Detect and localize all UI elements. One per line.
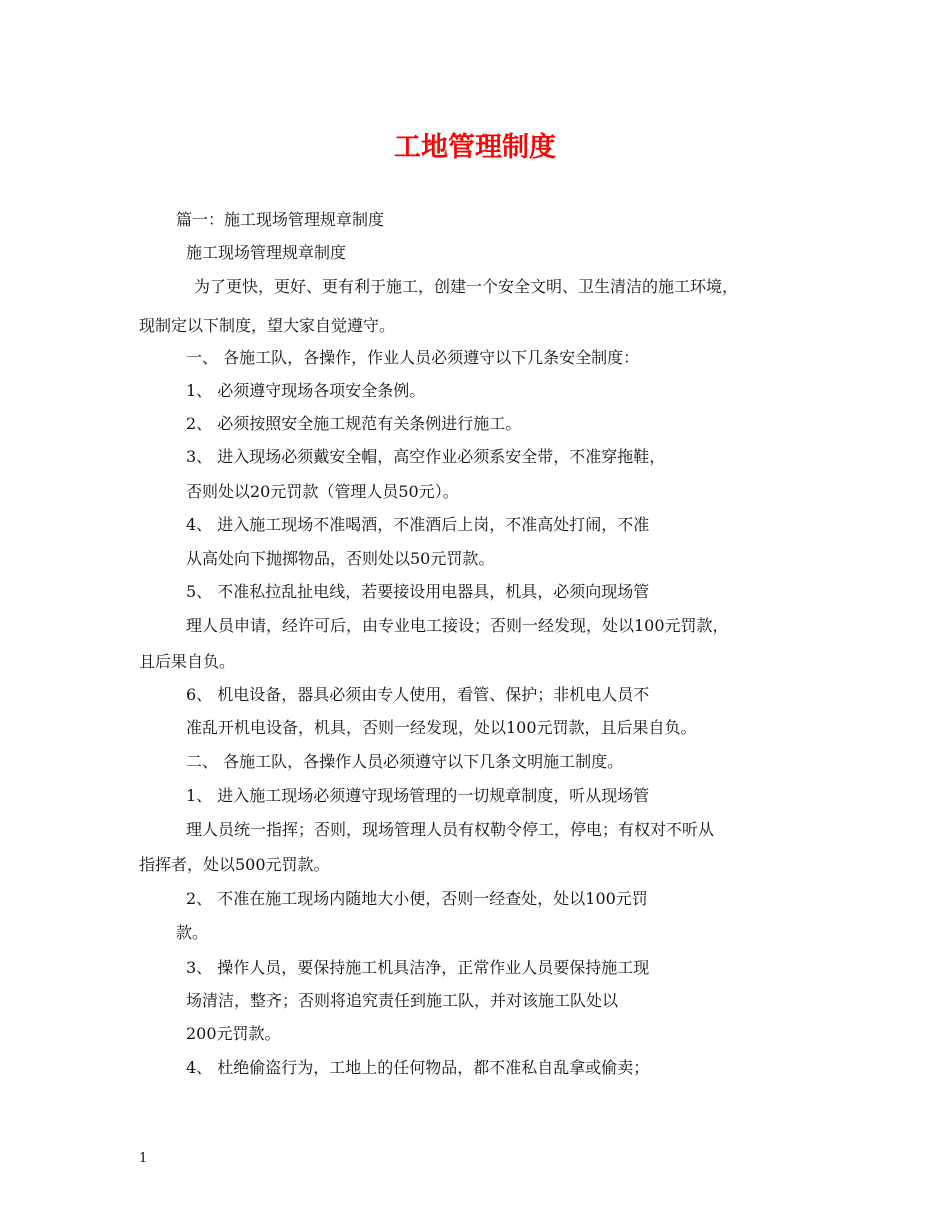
list-item-continuation: 准乱开机电设备，机具，否则一经发现，处以100元罚款，且后果自负。 (186, 718, 697, 737)
list-item: 4、 杜绝偷盗行为，工地上的任何物品，都不准私自乱拿或偷卖； (186, 1058, 650, 1077)
document-title: 工地管理制度 (394, 132, 556, 163)
list-item-continuation: 从高处向下抛掷物品，否则处以50元罚款。 (186, 549, 495, 568)
list-item: 5、 不准私拉乱扯电线，若要接设用电器具，机具，必须向现场管 (186, 582, 650, 601)
list-item: 2、 不准在施工现场内随地大小便，否则一经查处，处以100元罚 (186, 889, 648, 908)
list-item-continuation: 理人员申请，经许可后，由专业电工接设；否则一经发现，处以100元罚款， (186, 616, 729, 635)
list-item-continuation: 场清洁，整齐；否则将追究责任到施工队，并对该施工队处以 (186, 991, 619, 1010)
list-item: 1、 进入施工现场必须遵守现场管理的一切规章制度，听从现场管 (186, 786, 650, 805)
paragraph-line: 现制定以下制度，望大家自觉遵守。 (139, 316, 396, 335)
list-item: 3、 操作人员，要保持施工机具洁净，正常作业人员要保持施工现 (186, 958, 650, 977)
paragraph-line: 为了更快，更好、更有利于施工，创建一个安全文明、卫生清洁的施工环境， (194, 277, 739, 296)
rule-heading: 一、 各施工队，各操作，作业人员必须遵守以下几条安全制度： (186, 348, 640, 367)
list-item: 6、 机电设备，器具必须由专人使用，看管、保护；非机电人员不 (186, 685, 650, 704)
list-item-continuation: 且后果自负。 (139, 652, 236, 671)
list-item-continuation: 理人员统一指挥；否则，现场管理人员有权勒令停工，停电；有权对不听从 (186, 820, 715, 839)
rule-heading: 二、 各施工队，各操作人员必须遵守以下几条文明施工制度。 (186, 752, 624, 771)
list-item: 1、 必须遵守现场各项安全条例。 (186, 381, 426, 400)
list-item: 3、 进入现场必须戴安全帽，高空作业必须系安全带，不准穿拖鞋， (186, 447, 666, 466)
list-item: 4、 进入施工现场不准喝酒，不准酒后上岗，不准高处打闹，不准 (186, 515, 650, 534)
section-heading: 篇一：施工现场管理规章制度 (176, 210, 385, 229)
subheading: 施工现场管理规章制度 (186, 243, 347, 262)
list-item-continuation: 200元罚款。 (186, 1024, 281, 1043)
list-item-continuation: 否则处以20元罚款（管理人员50元）。 (186, 482, 459, 501)
list-item-continuation: 款。 (176, 923, 209, 942)
page-number: 1 (139, 1151, 148, 1166)
list-item-continuation: 指挥者，处以500元罚款。 (139, 855, 330, 874)
list-item: 2、 必须按照安全施工规范有关条例进行施工。 (186, 414, 522, 433)
